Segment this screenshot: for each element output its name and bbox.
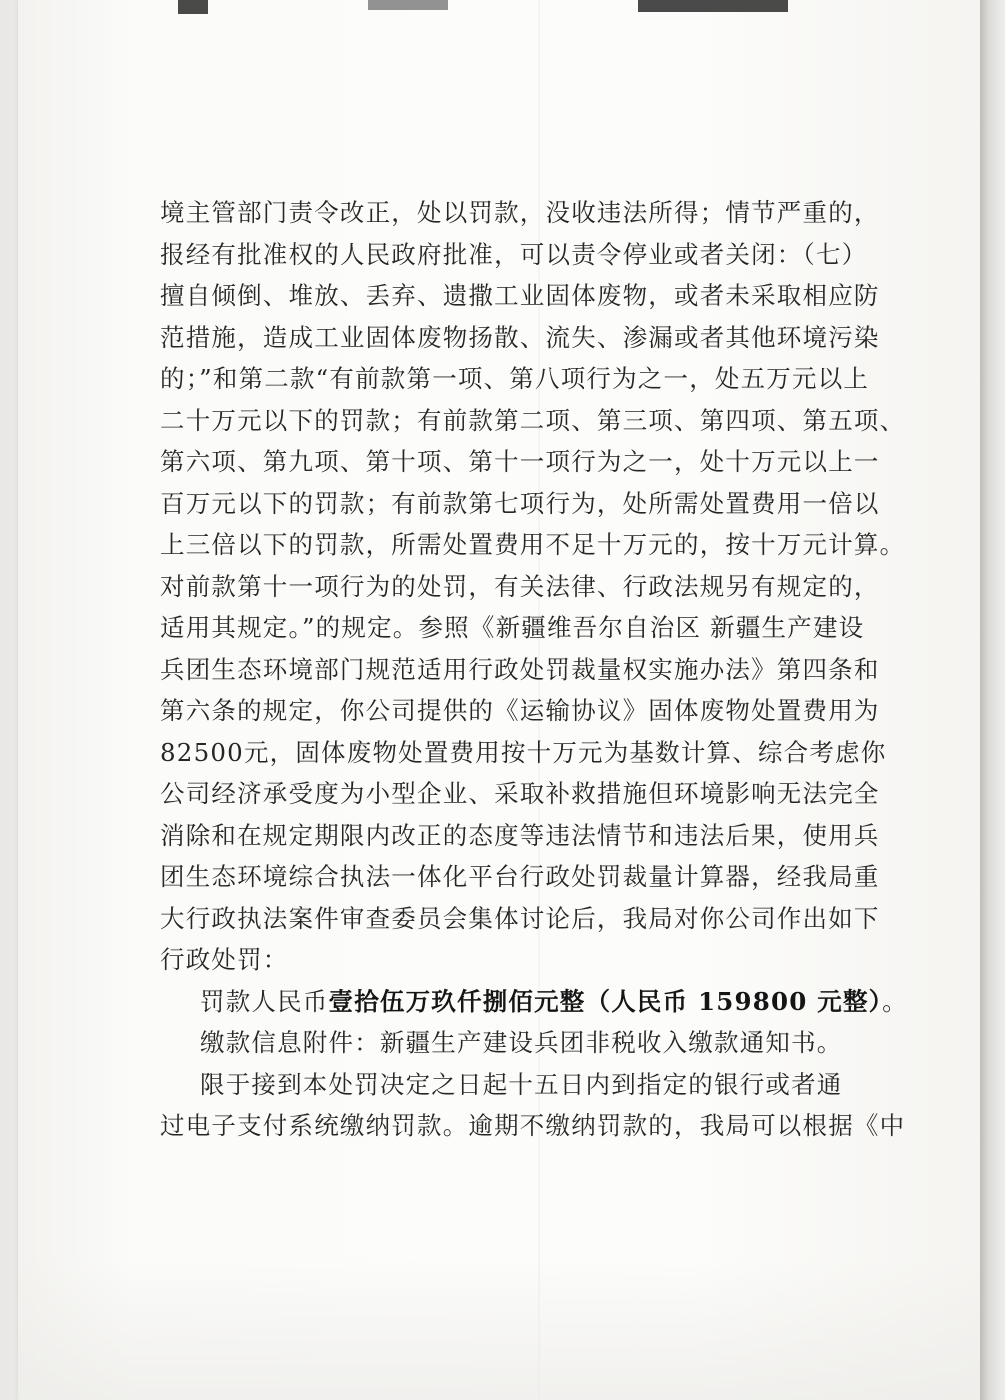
top-bleed-mark: [178, 0, 208, 14]
body-line: 82500元，固体废物处置费用按十万元为基数计算、综合考虑你: [160, 737, 887, 767]
payment-line: 过电子支付系统缴纳罚款。逾期不缴纳罚款的，我局可以根据《中: [160, 1111, 906, 1140]
body-line: 二十万元以下的罚款；有前款第二项、第三项、第四项、第五项、: [160, 405, 906, 435]
body-line: 对前款第十一项行为的处罚，有关法律、行政法规另有规定的，: [160, 571, 880, 601]
body-line: 境主管部门责令改正，处以罚款，没收违法所得；情节严重的，: [160, 198, 880, 227]
penalty-suffix: 。: [882, 986, 908, 1016]
body-line: 百万元以下的罚款；有前款第七项行为，处所需处置费用一倍以: [160, 488, 880, 518]
body-line: 团生态环境综合执法一体化平台行政处罚裁量计算器，经我局重: [160, 862, 880, 891]
body-line: 范措施，造成工业固体废物扬散、流失、渗漏或者其他环境污染: [160, 322, 880, 352]
body-line: 的；”和第二款“有前款第一项、第八项行为之一，处五万元以上: [160, 364, 870, 393]
body-line: 报经有批准权的人民政府批准，可以责令停业或者关闭：（七）: [160, 239, 868, 269]
top-bleed-mark: [638, 0, 788, 12]
payment-line: 限于接到本处罚决定之日起十五日内到指定的银行或者通: [200, 1069, 843, 1099]
attachment-line: 缴款信息附件：新疆生产建设兵团非税收入缴款通知书。: [200, 1028, 843, 1057]
top-bleed-mark: [368, 0, 448, 10]
penalty-line: [160, 981, 908, 1023]
body-line: 大行政执法案件审查委员会集体讨论后，我局对你公司作出如下: [160, 903, 880, 933]
penalty-prefix: 罚款人民币: [200, 986, 329, 1016]
body-line: 第六条的规定，你公司提供的《运输协议》固体废物处置费用为: [160, 696, 880, 725]
body-line: 行政处罚：: [160, 945, 289, 974]
body-line: 上三倍以下的罚款，所需处置费用不足十万元的，按十万元计算。: [160, 530, 906, 559]
body-line: 消除和在规定期限内改正的态度等违法情节和违法后果，使用兵: [160, 820, 880, 850]
body-line: 公司经济承受度为小型企业、采取补救措施但环境影响无法完全: [160, 779, 880, 808]
document-page: [18, 0, 980, 1400]
penalty-amount: 壹拾伍万玖仟捌佰元整（人民币 159800 元整）: [328, 986, 883, 1016]
document-body: [160, 192, 908, 1147]
page-edge-shadow: [980, 0, 1005, 1400]
body-line: 兵团生态环境部门规范适用行政处罚裁量权实施办法》第四条和: [160, 654, 880, 684]
body-line: 第六项、第九项、第十项、第十一项行为之一，处十万元以上一: [160, 447, 880, 476]
body-line: 适用其规定。”的规定。参照《新疆维吾尔自治区 新疆生产建设: [160, 613, 865, 642]
body-line: 擅自倾倒、堆放、丢弃、遗撒工业固体废物，或者未采取相应防: [160, 281, 880, 310]
